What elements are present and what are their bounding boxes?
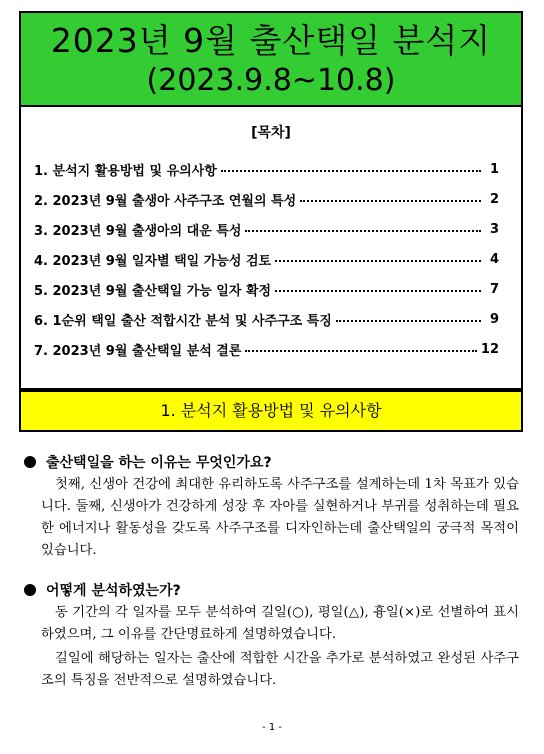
page-title: 2023년 9월 출산택일 분석지 bbox=[50, 21, 492, 60]
toc-leader-dots bbox=[336, 320, 481, 322]
toc-item[interactable] bbox=[34, 184, 499, 214]
section-body bbox=[19, 432, 523, 692]
toc-item-label: 2. 2023년 9월 출생아 사주구조 연월의 특성 bbox=[34, 193, 297, 209]
bullet-icon bbox=[24, 456, 36, 468]
answer-paragraph: 첫째, 신생아 건강에 최대한 유리하도록 사주구조를 설계하는데 1차 목표가 있습니다. 둘째, 신생아가 건강하게 성장 후 자아를 실현하거나 부귀를 성취하는데 필요한 에너지나 활동성을 갖도록 사주구조를 디자인하는데 출산택일의 궁극적 목적이 있습니다. bbox=[41, 477, 519, 558]
toc-item-page: 7 bbox=[489, 281, 499, 297]
toc-item[interactable] bbox=[34, 304, 499, 334]
toc-leader-dots bbox=[300, 200, 481, 202]
toc-item-page: 2 bbox=[489, 191, 499, 207]
toc-item-label: 3. 2023년 9월 출생아의 대운 특성 bbox=[34, 223, 242, 239]
page-subtitle: (2023.9.8~10.8) bbox=[146, 63, 396, 98]
bullet-icon bbox=[24, 584, 36, 596]
toc-item-page: 3 bbox=[489, 221, 499, 237]
toc-item-page: 12 bbox=[480, 341, 499, 357]
toc-item-label: 5. 2023년 9월 출산택일 가능 일자 확정 bbox=[34, 283, 272, 299]
section-heading: 1. 분석지 활용방법 및 유의사항 bbox=[19, 390, 523, 432]
toc-item[interactable] bbox=[34, 244, 499, 274]
page-number: - 1 - bbox=[262, 722, 282, 733]
toc-item[interactable] bbox=[34, 154, 499, 184]
toc-item-label: 6. 1순위 택일 출산 적합시간 분석 및 사주구조 특징 bbox=[34, 313, 332, 329]
toc-item[interactable] bbox=[34, 274, 499, 304]
toc-leader-dots bbox=[221, 170, 481, 172]
title-banner bbox=[19, 11, 523, 107]
toc-item-label: 4. 2023년 9월 일자별 택일 가능성 검토 bbox=[34, 253, 272, 269]
toc-leader-dots bbox=[275, 260, 481, 262]
toc-leader-dots bbox=[245, 230, 481, 232]
question-text: 어떻게 분석하였는가? bbox=[46, 583, 181, 599]
table-of-contents bbox=[19, 107, 523, 390]
question-text: 출산택일을 하는 이유는 무엇인가요? bbox=[46, 455, 272, 471]
question-heading bbox=[24, 580, 523, 600]
toc-leader-dots bbox=[245, 350, 476, 352]
toc-item-page: 9 bbox=[489, 311, 499, 327]
toc-item[interactable] bbox=[34, 214, 499, 244]
toc-item-page: 1 bbox=[489, 161, 499, 177]
toc-item-label: 7. 2023년 9월 출산택일 분석 결론 bbox=[34, 343, 242, 359]
answer-paragraph: 길일에 해당하는 일자는 출산에 적합한 시간을 추가로 분석하였고 완성된 사주구조의 특징을 전반적으로 설명하였습니다. bbox=[41, 651, 519, 688]
toc-heading: [목차] bbox=[251, 125, 291, 141]
answer-paragraph: 동 기간의 각 일자를 모두 분석하여 길일(○), 평일(△), 흉일(×)로 선별하여 표시하였으며, 그 이유를 간단명료하게 설명하였습니다. bbox=[41, 605, 519, 642]
toc-item-label: 1. 분석지 활용방법 및 유의사항 bbox=[34, 163, 217, 179]
question-heading bbox=[24, 452, 523, 472]
toc-leader-dots bbox=[275, 290, 481, 292]
toc-item[interactable] bbox=[34, 334, 499, 364]
toc-item-page: 4 bbox=[489, 251, 499, 267]
